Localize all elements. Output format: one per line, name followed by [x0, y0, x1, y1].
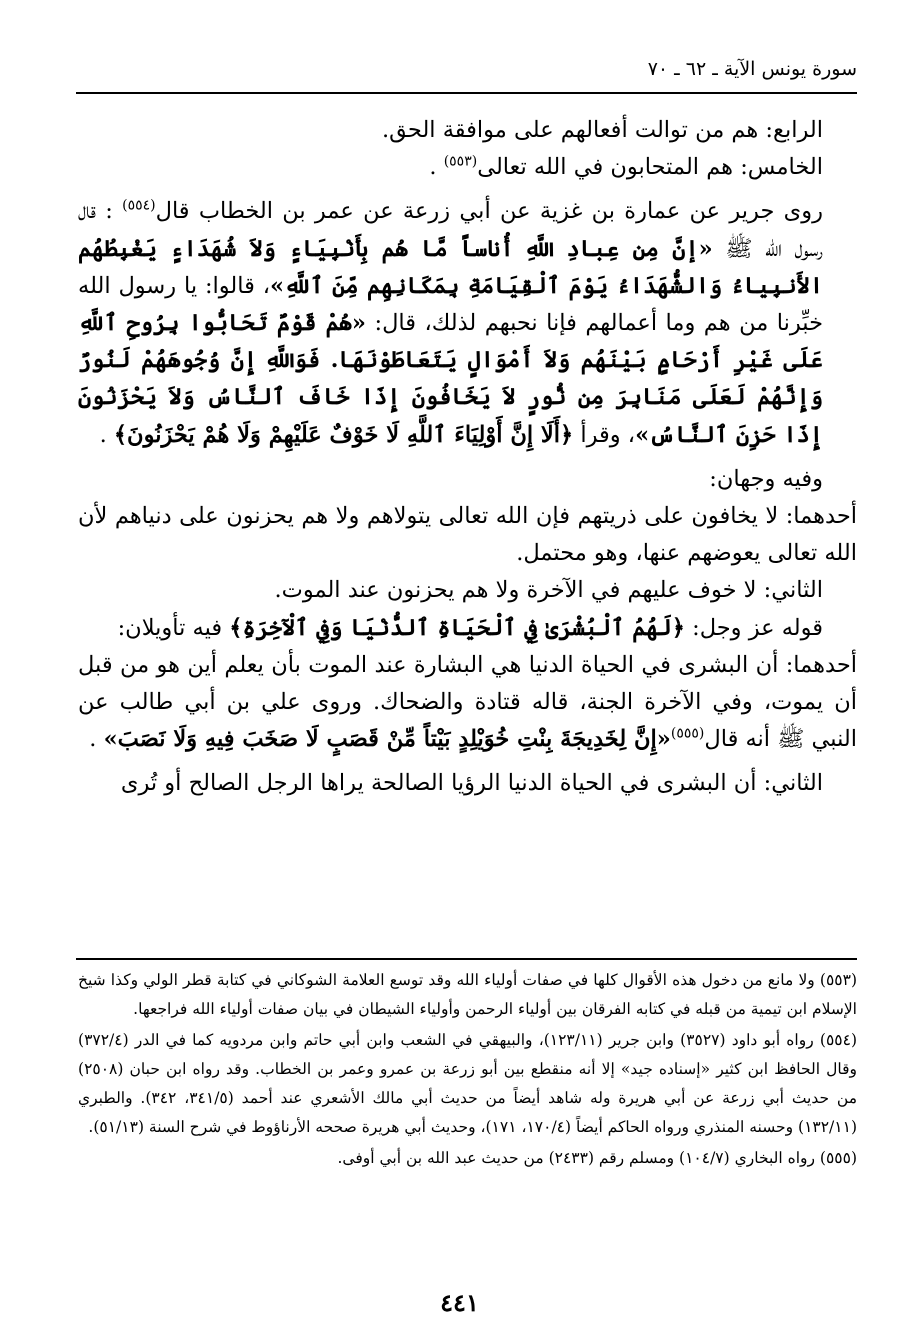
text-l10a: قوله عز وجل:	[692, 614, 823, 641]
hadith-quote-2: «هُمْ قَوْمٌ تَحَابُّوا بِرُوحِ ٱللَّهِ عَلَى غَيْرِ أَرْحَامٍ بَيْنَهُم وَلاَ أَمْوَالٍ يَتَعَاطَوْنَهَا. فَوَاللَّهِ إِنَّ وُجُوهَهُمْ لَنُورٌ وَإِنَّهُمْ لَعَلَى مَنَابِرَ مِن نُّورٍ لاَ يَخَافُونَ إِذَا خَافَ ٱلنَّاسُ وَلاَ يَحْزَنُونَ إِذَا حَزِنَ ٱلنَّاسُ»	[78, 310, 823, 448]
paragraph-verse-64	[78, 610, 857, 647]
paragraph-first-aspect	[78, 498, 857, 572]
paragraph-fifth-opinion: الخامس: هم المتحابون في الله تعالى$^{(٥٥٣)}$ .	[429, 153, 823, 181]
footnote-rule	[76, 958, 857, 960]
text-l8: أحدهما: لا يخافون على ذريتهم فإن الله تعالى يتولاهم ولا هم يحزنون على دنياهم لأن الله تعالى يعوضهم عنها، وهو محتمل.	[78, 503, 857, 567]
text-l5a: ، قالوا: يا رسول الله خبِّرنا من هم وما أعمالهم فإنا نحبهم لذلك، قال:	[78, 272, 823, 337]
footnote-554: (٥٥٤) رواه أبو داود (٣٥٢٧) وابن جرير (١٢٣/١١)، والبيهقي في الشعب وابن أبي حاتم وابن مردويه كما في الدر (٣٧٢/٤) وقال الحافظ ابن كثير «إسناده جيد» إلا أنه منقطع بين أبو زرعة بن عمرو وعمر بن الخطاب. وقد رواه ابن حبان (٢٥٠٨) من حديث أبي زرعة عن أبي هريرة وله شاهد أيضاً من حديث أبي مالك الأشعري عند أحمد (٣٤١/٥، ٣٤٢). والطبري (١٣٢/١١) وحسنه المنذري ورواه الحاكم أيضاً (١٧٠/٤، ١٧١)، وحديث أبي هريرة صححه الأرناؤوط في شرح السنة (٥١/١٣).	[78, 1031, 857, 1136]
paragraph-fourth-opinion	[78, 112, 857, 149]
footnote-ref-555[interactable]: (٥٥٥)	[670, 725, 705, 742]
footnotes	[78, 966, 857, 1176]
running-title: سورة يونس الآية ـ ٦٢ ـ ٧٠	[647, 58, 857, 80]
paragraph-first-interpretation: أحدهما: أن البشرى في الحياة الدنيا هي البشارة عند الموت بأن يعلم أين هو من قبل أن يموت، وفي الآخرة الجنة، قاله قتادة والضحاك. وروى علي بن أبي طالب عن النبي ﷺ أنه قال$^{(٥٥٥)}$«إِنَّ لِخَدِيجَةَ بِنْتِ خُوَيْلِدٍ بَيْتاً مِّنْ قَصَبٍ لَا صَخَبَ فِيهِ وَلَا نَصَبَ» .	[78, 651, 857, 753]
text-l3: روى جرير عن عمارة بن غزية عن أبي زرعة عن عمر بن الخطاب قال	[155, 198, 824, 225]
text-l12: الثاني: أن البشرى في الحياة الدنيا الرؤيا الصالحة يراها الرجل الصالح أو تُرى	[120, 770, 823, 797]
hadith-quote-3: «إِنَّ لِخَدِيجَةَ بِنْتِ خُوَيْلِدٍ بَيْتاً مِّنْ قَصَبٍ لَا صَخَبَ فِيهِ وَلَا نَصَبَ»	[103, 726, 671, 753]
main-text	[78, 112, 857, 803]
header-rule	[76, 92, 857, 94]
page-number: ٤٤١	[440, 1288, 479, 1317]
text-l1: الرابع: هم من توالت أفعالهم على موافقة الحق.	[382, 117, 823, 143]
paragraph-second-interpretation	[78, 765, 857, 802]
running-header	[76, 58, 857, 88]
text-l2: الخامس: هم المتحابون في الله تعالى	[477, 154, 823, 181]
quran-verse-62: ﴿أَلَا إِنَّ أَوْلِيَاءَ ٱللَّهِ لَا خَوْفٌ عَلَيْهِمْ وَلَا هُمْ يَحْزَنُونَ﴾	[113, 421, 574, 448]
footnote-ref-554[interactable]: (٥٥٤)	[122, 197, 156, 214]
hadith-quote-1: «إنَّ مِن عِبادِ اللَّهِ أُناساً مَّا هُم بِأَنْبِيَاءٍ وَلاَ شُهَدَاءٍ يَغْبِطُهُم الأَنبِياءُ وَالشُّهَدَاءُ يَوْمَ ٱلْقِيَامَةِ بِمَكَانِهِم مِّنَ ٱللَّهِ»	[78, 235, 824, 299]
footnote-ref-553[interactable]: (٥٥٣)	[443, 153, 478, 170]
text-l10b: فيه تأويلان:	[117, 614, 223, 641]
paragraph-two-aspects	[78, 461, 857, 498]
paragraph-second-aspect	[78, 572, 857, 609]
text-l9: الثاني: لا خوف عليهم في الآخرة ولا هم يحزنون عند الموت.	[274, 577, 823, 604]
text-l6a: ، وقرأ	[580, 421, 636, 448]
paragraph-hadith-chain: روى جرير عن عمارة بن غزية عن أبي زرعة عن عمر بن الخطاب قال$^{(٥٥٤)}$ : قال رسول الله ﷺ «إنَّ مِن عِبادِ اللَّهِ أُناساً مَّا هُم بِأَنْبِيَاءٍ وَلاَ شُهَدَاءٍ يَغْبِطُهُم الأَنبِياءُ وَالشُّهَدَاءُ يَوْمَ ٱلْقِيَامَةِ بِمَكَانِهِم مِّنَ ٱللَّهِ»، قالوا: يا رسول الله خبِّرنا من هم وما أعمالهم فإنا نحبهم لذلك، قال: «هُمْ قَوْمٌ تَحَابُّوا بِرُوحِ ٱللَّهِ عَلَى غَيْرِ أَرْحَامٍ بَيْنَهُم وَلاَ أَمْوَالٍ يَتَعَاطَوْنَهَا. فَوَاللَّهِ إِنَّ وُجُوهَهُمْ لَنُورٌ وَإِنَّهُمْ لَعَلَى مَنَابِرَ مِن نُّورٍ لاَ يَخَافُونَ إِذَا خَافَ ٱلنَّاسُ وَلاَ يَحْزَنُونَ إِذَا حَزِنَ ٱلنَّاسُ»، وقرأ ﴿أَلَا إِنَّ أَوْلِيَاءَ ٱللَّهِ لَا خَوْفٌ عَلَيْهِمْ وَلَا هُمْ يَحْزَنُونَ﴾ .	[78, 197, 824, 448]
footnote-553: (٥٥٣) ولا مانع من دخول هذه الأقوال كلها في صفات أولياء الله وقد توسع العلامة الشوكاني في كتابة قطر الولي وكذا شيخ الإسلام ابن تيمية من قبله في كتابه الفرقان بين أولياء الرحمن وأولياء الشيطان في بيان صفات أولياء الله فراجعها.	[78, 971, 857, 1018]
text-l4a: قال رسول الله ﷺ	[78, 198, 823, 262]
text-l11: أحدهما: أن البشرى في الحياة الدنيا هي البشارة عند الموت بأن يعلم أين هو من قبل أن يموت، وفي الآخرة الجنة، قاله قتادة والضحاك. وروى علي بن أبي طالب عن النبي ﷺ أنه قال	[78, 651, 857, 753]
text-l7: وفيه وجهان:	[709, 465, 823, 492]
footnote-555: (٥٥٥) رواه البخاري (١٠٤/٧) ومسلم رقم (٢٤٣٣) من حديث عبد الله بن أبي أوفى.	[337, 1149, 857, 1168]
quran-verse-64: ﴿لَهُمُ ٱلْبُشْرَىٰ فِي ٱلْحَيَاةِ ٱلدُّنْيَا وَفِي ٱلْآخِرَةِ﴾	[229, 614, 685, 641]
